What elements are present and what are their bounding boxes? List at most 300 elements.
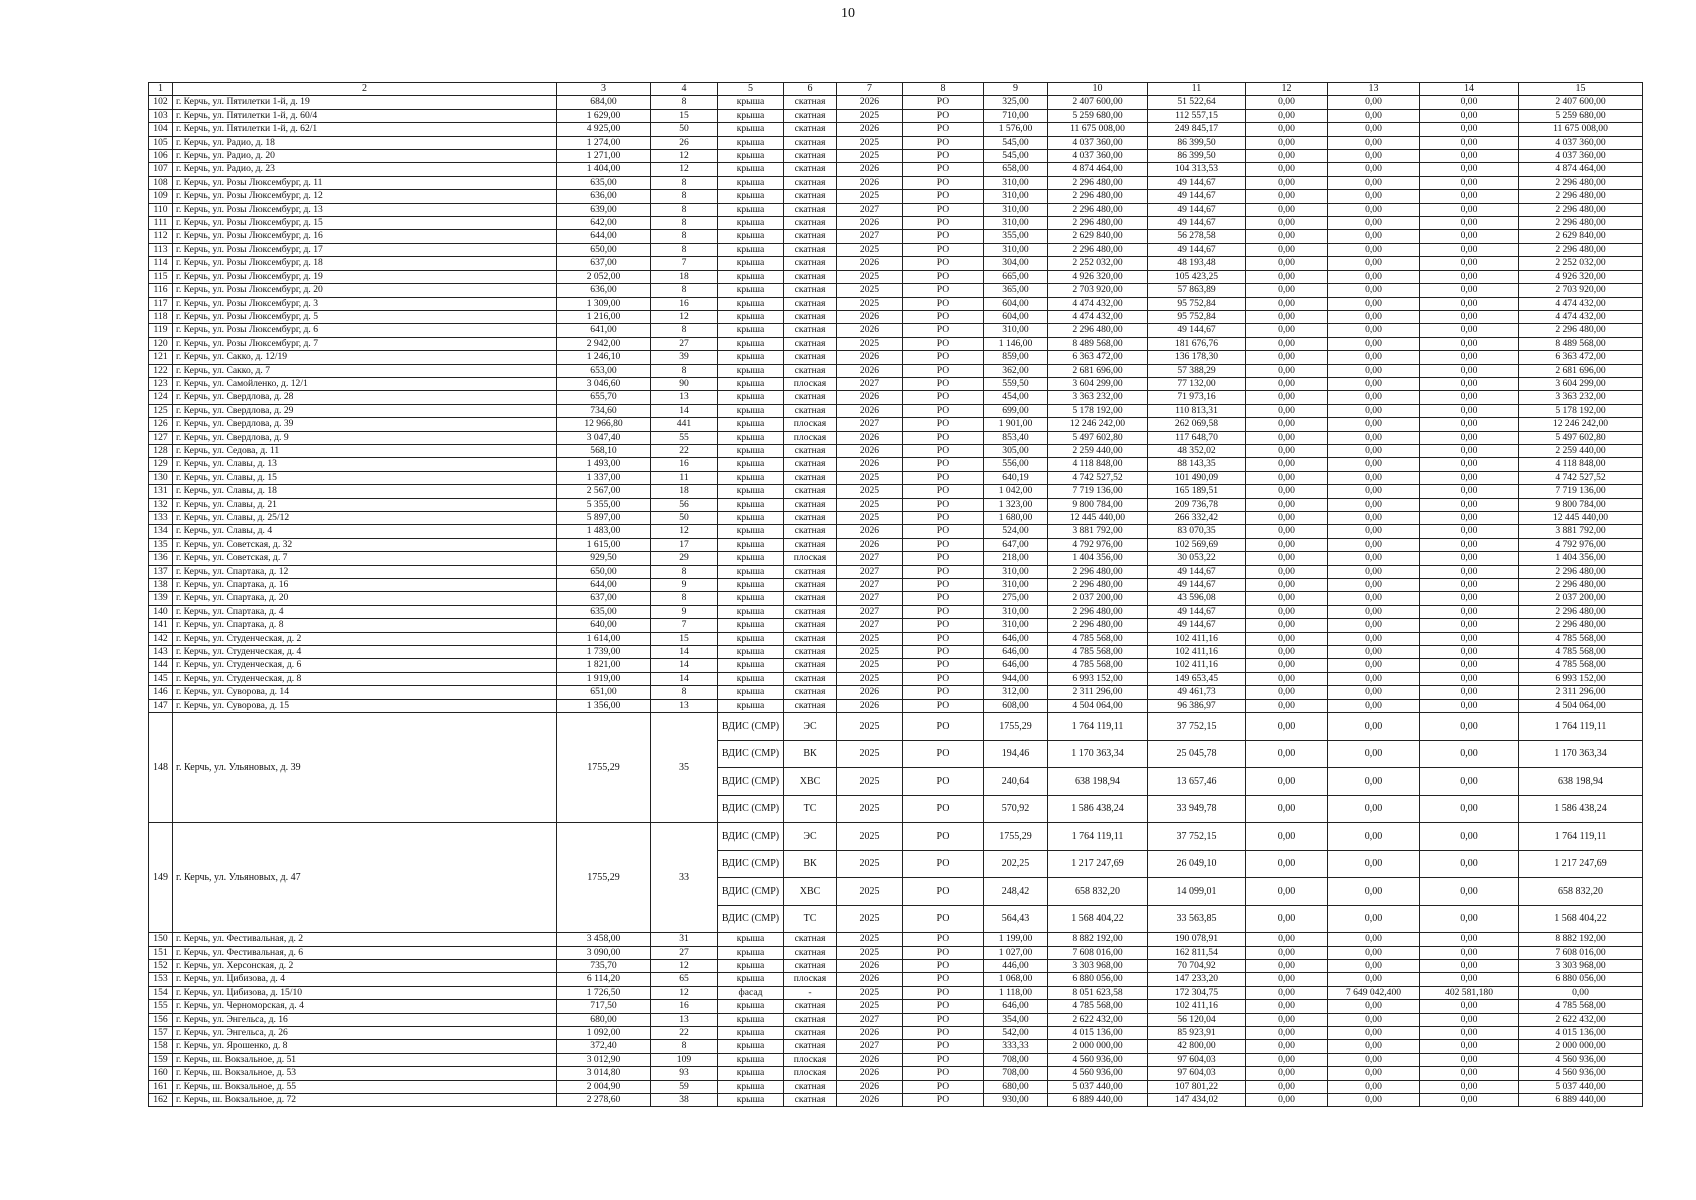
table-cell: 1 404,00 (557, 163, 651, 176)
table-cell: 117 (149, 297, 173, 310)
table-cell: 0,00 (1328, 632, 1420, 645)
table-cell: крыша (718, 444, 784, 457)
table-row (149, 377, 1643, 390)
table-cell: 0,00 (1420, 740, 1519, 768)
table-cell: 2027 (837, 619, 903, 632)
table-cell: крыша (718, 565, 784, 578)
table-cell: РО (903, 768, 984, 796)
table-cell: РО (903, 444, 984, 457)
table-cell: 18 (651, 485, 718, 498)
table-cell: скатная (784, 190, 837, 203)
table-cell: 124 (149, 391, 173, 404)
table-cell: 95 752,84 (1148, 297, 1246, 310)
table-cell: 106 (149, 150, 173, 163)
table-cell: ВДИС (СМР) (718, 823, 784, 851)
table-cell: 0,00 (1246, 257, 1328, 270)
table-cell: РО (903, 795, 984, 823)
table-cell: 8 (651, 230, 718, 243)
table-cell: 0,00 (1328, 1040, 1420, 1053)
table-cell: 0,00 (1420, 444, 1519, 457)
table-cell: 131 (149, 485, 173, 498)
table-cell: 49 144,67 (1148, 217, 1246, 230)
table-body (149, 83, 1643, 1107)
table-cell: 0,00 (1420, 933, 1519, 946)
column-number-header: 14 (1420, 83, 1519, 96)
table-cell: 0,00 (1246, 565, 1328, 578)
table-cell: 18 (651, 270, 718, 283)
table-cell: 8 (651, 96, 718, 109)
table-cell: скатная (784, 337, 837, 350)
table-cell: 0,00 (1246, 823, 1328, 851)
table-cell: 637,00 (557, 592, 651, 605)
table-cell: 2 296 480,00 (1519, 619, 1643, 632)
table-cell: 181 676,76 (1148, 337, 1246, 350)
table-cell: 0,00 (1420, 1067, 1519, 1080)
table-cell: 570,92 (984, 795, 1048, 823)
table-cell: 0,00 (1246, 740, 1328, 768)
table-row (149, 1080, 1643, 1093)
table-cell: 12 246 242,00 (1519, 418, 1643, 431)
table-cell: 0,00 (1246, 1067, 1328, 1080)
table-cell: 4 785 568,00 (1048, 1000, 1148, 1013)
column-number-header: 6 (784, 83, 837, 96)
table-cell: крыша (718, 1026, 784, 1039)
table-cell: скатная (784, 458, 837, 471)
table-cell: 0,00 (1328, 699, 1420, 712)
table-cell: 0,00 (1328, 592, 1420, 605)
table-cell: 2025 (837, 297, 903, 310)
table-cell: 2 703 920,00 (1048, 284, 1148, 297)
table-cell: 3 458,00 (557, 933, 651, 946)
table-row (149, 485, 1643, 498)
table-cell: 111 (149, 217, 173, 230)
table-cell: 4 785 568,00 (1048, 632, 1148, 645)
table-cell: 680,00 (984, 1080, 1048, 1093)
table-cell: 0,00 (1246, 1093, 1328, 1106)
column-number-header: 7 (837, 83, 903, 96)
table-row (149, 525, 1643, 538)
table-cell: 655,70 (557, 391, 651, 404)
table-cell: 12 (651, 525, 718, 538)
table-cell: 4 037 360,00 (1048, 150, 1148, 163)
table-cell: 0,00 (1420, 123, 1519, 136)
table-cell: 2 252 032,00 (1519, 257, 1643, 270)
table-cell: скатная (784, 123, 837, 136)
table-cell: РО (903, 1040, 984, 1053)
table-cell: РО (903, 351, 984, 364)
table-row (149, 190, 1643, 203)
table-cell: 2026 (837, 217, 903, 230)
table-cell: скатная (784, 512, 837, 525)
table-row (149, 1026, 1643, 1039)
table-cell: 3 046,60 (557, 377, 651, 390)
table-cell: РО (903, 740, 984, 768)
table-cell: 27 (651, 946, 718, 959)
table-cell: 0,00 (1246, 270, 1328, 283)
table-row (149, 217, 1643, 230)
table-cell: 4 926 320,00 (1048, 270, 1148, 283)
table-cell: 15 (651, 632, 718, 645)
table-row (149, 565, 1643, 578)
table-cell: 8 (651, 284, 718, 297)
column-number-header: 3 (557, 83, 651, 96)
table-cell: 0,00 (1328, 512, 1420, 525)
table-cell: 0,00 (1420, 324, 1519, 337)
table-cell: крыша (718, 284, 784, 297)
table-cell: 2025 (837, 905, 903, 933)
table-cell: 4 874 464,00 (1519, 163, 1643, 176)
table-cell: 0,00 (1246, 905, 1328, 933)
table-cell: крыша (718, 163, 784, 176)
table-cell: скатная (784, 391, 837, 404)
table-cell: скатная (784, 351, 837, 364)
table-cell: 1 576,00 (984, 123, 1048, 136)
table-cell: 2026 (837, 525, 903, 538)
table-cell: 2 052,00 (557, 270, 651, 283)
table-cell: 0,00 (1246, 672, 1328, 685)
table-cell: крыша (718, 605, 784, 618)
table-cell: 354,00 (984, 1013, 1048, 1026)
table-cell: скатная (784, 1080, 837, 1093)
table-cell: 642,00 (557, 217, 651, 230)
table-cell: 43 596,08 (1148, 592, 1246, 605)
address-cell: г. Керчь, ул. Славы, д. 13 (173, 458, 557, 471)
table-cell: ТС (784, 905, 837, 933)
table-cell: крыша (718, 150, 784, 163)
table-cell: 0,00 (1246, 699, 1328, 712)
table-cell: 12 445 440,00 (1048, 512, 1148, 525)
table-cell: крыша (718, 498, 784, 511)
table-cell: 2 296 480,00 (1048, 190, 1148, 203)
table-cell: крыша (718, 1000, 784, 1013)
table-cell: 0,00 (1246, 444, 1328, 457)
table-row (149, 552, 1643, 565)
table-cell: 0,00 (1328, 243, 1420, 256)
table-cell: 2025 (837, 933, 903, 946)
table-cell: 2 296 480,00 (1048, 579, 1148, 592)
table-cell: 0,00 (1328, 297, 1420, 310)
table-cell: 639,00 (557, 203, 651, 216)
table-cell: 0,00 (1420, 659, 1519, 672)
table-row (149, 310, 1643, 323)
table-cell: РО (903, 217, 984, 230)
table-cell: 0,00 (1420, 337, 1519, 350)
table-row-group (149, 713, 1643, 741)
table-cell: 0,00 (1420, 823, 1519, 851)
table-cell: 153 (149, 973, 173, 986)
table-cell: 0,00 (1328, 1067, 1420, 1080)
table-cell: 0,00 (1420, 377, 1519, 390)
table-cell: 14 099,01 (1148, 878, 1246, 906)
table-cell: 1 614,00 (557, 632, 651, 645)
table-cell: 0,00 (1246, 646, 1328, 659)
table-cell: 109 (149, 190, 173, 203)
table-cell: 2026 (837, 1026, 903, 1039)
table-cell: 0,00 (1246, 713, 1328, 741)
table-cell: 102 411,16 (1148, 646, 1246, 659)
table-cell: 2 296 480,00 (1519, 565, 1643, 578)
table-cell: крыша (718, 1040, 784, 1053)
table-row (149, 946, 1643, 959)
table-cell: 55 (651, 431, 718, 444)
table-cell: 8 (651, 203, 718, 216)
table-cell: 4 118 848,00 (1519, 458, 1643, 471)
table-cell: 2 296 480,00 (1048, 324, 1148, 337)
table-cell: 0,00 (1420, 1040, 1519, 1053)
table-cell: крыша (718, 431, 784, 444)
table-cell: 152 (149, 959, 173, 972)
table-row (149, 96, 1643, 109)
table-cell: 4 785 568,00 (1519, 632, 1643, 645)
table-cell: РО (903, 619, 984, 632)
table-cell: 0,00 (1328, 217, 1420, 230)
table-cell: 0,00 (1420, 632, 1519, 645)
table-cell: 0,00 (1328, 203, 1420, 216)
address-cell: г. Керчь, ул. Славы, д. 18 (173, 485, 557, 498)
table-cell: 446,00 (984, 959, 1048, 972)
table-cell: 49 144,67 (1148, 203, 1246, 216)
column-number-header: 12 (1246, 83, 1328, 96)
table-cell: 0,00 (1246, 310, 1328, 323)
address-cell: г. Керчь, ул. Славы, д. 21 (173, 498, 557, 511)
table-cell: РО (903, 632, 984, 645)
table-cell: РО (903, 933, 984, 946)
table-cell: 0,00 (1328, 579, 1420, 592)
table-cell: 142 (149, 632, 173, 645)
table-cell: РО (903, 823, 984, 851)
address-cell: г. Керчь, ул. Суворова, д. 14 (173, 686, 557, 699)
table-cell: 3 604 299,00 (1048, 377, 1148, 390)
table-cell: 1 586 438,24 (1048, 795, 1148, 823)
address-cell: г. Керчь, ул. Сакко, д. 7 (173, 364, 557, 377)
table-cell: 8 (651, 176, 718, 189)
table-cell: крыша (718, 933, 784, 946)
table-cell: скатная (784, 538, 837, 551)
table-cell: 0,00 (1328, 176, 1420, 189)
table-cell: крыша (718, 1067, 784, 1080)
table-cell: 0,00 (1328, 768, 1420, 796)
table-cell: 2026 (837, 1093, 903, 1106)
table-cell: РО (903, 672, 984, 685)
table-cell: 2026 (837, 686, 903, 699)
table-cell: 0,00 (1420, 795, 1519, 823)
table-cell: скатная (784, 217, 837, 230)
table-cell: 156 (149, 1013, 173, 1026)
table-cell: 12 (651, 959, 718, 972)
table-cell: 6 993 152,00 (1519, 672, 1643, 685)
table-cell: 0,00 (1246, 203, 1328, 216)
table-cell: 6 363 472,00 (1048, 351, 1148, 364)
address-cell: г. Керчь, ул. Ярошенко, д. 8 (173, 1040, 557, 1053)
table-row (149, 605, 1643, 618)
table-cell: 0,00 (1246, 552, 1328, 565)
table-cell: 4 785 568,00 (1048, 659, 1148, 672)
table-row (149, 672, 1643, 685)
table-cell: РО (903, 1026, 984, 1039)
address-cell: г. Керчь, ул. Розы Люксембург, д. 15 (173, 217, 557, 230)
table-cell: крыша (718, 946, 784, 959)
table-cell: 3 012,90 (557, 1053, 651, 1066)
table-cell: 1 764 119,11 (1519, 823, 1643, 851)
table-cell: 112 (149, 230, 173, 243)
table-row (149, 646, 1643, 659)
table-cell: крыша (718, 592, 784, 605)
table-cell: РО (903, 109, 984, 122)
table-cell: 0,00 (1420, 592, 1519, 605)
table-cell: 3 303 968,00 (1048, 959, 1148, 972)
table-cell: скатная (784, 176, 837, 189)
table-cell: 0,00 (1328, 946, 1420, 959)
address-cell: г. Керчь, ул. Радио, д. 18 (173, 136, 557, 149)
table-cell: ВДИС (СМР) (718, 795, 784, 823)
table-row (149, 1000, 1643, 1013)
table-row (149, 230, 1643, 243)
table-cell: РО (903, 431, 984, 444)
table-cell: 658,00 (984, 163, 1048, 176)
table-cell: 2 296 480,00 (1048, 605, 1148, 618)
table-cell: 2025 (837, 337, 903, 350)
table-cell: 2027 (837, 565, 903, 578)
table-cell: 70 704,92 (1148, 959, 1246, 972)
table-cell: 564,43 (984, 905, 1048, 933)
table-cell: 1 170 363,34 (1048, 740, 1148, 768)
address-cell: г. Керчь, ш. Вокзальное, д. 51 (173, 1053, 557, 1066)
table-cell: РО (903, 458, 984, 471)
table-cell: 310,00 (984, 217, 1048, 230)
table-cell: 0,00 (1246, 878, 1328, 906)
table-cell: 2 037 200,00 (1519, 592, 1643, 605)
table-cell: 16 (651, 1000, 718, 1013)
address-cell: г. Керчь, ул. Сакко, д. 12/19 (173, 351, 557, 364)
table-cell: 2025 (837, 713, 903, 741)
table-cell: 2 296 480,00 (1519, 203, 1643, 216)
table-cell: 0,00 (1328, 973, 1420, 986)
table-cell: 9 800 784,00 (1519, 498, 1643, 511)
table-cell: 218,00 (984, 552, 1048, 565)
table-cell: 172 304,75 (1148, 986, 1246, 999)
table-cell: 640,19 (984, 471, 1048, 484)
table-cell: 2026 (837, 973, 903, 986)
address-cell: г. Керчь, ул. Самойленко, д. 12/1 (173, 377, 557, 390)
table-cell: РО (903, 552, 984, 565)
table-cell: 0,00 (1246, 498, 1328, 511)
table-cell: 0,00 (1328, 324, 1420, 337)
table-cell: 8 (651, 565, 718, 578)
table-cell: 102 569,69 (1148, 538, 1246, 551)
table-cell: 0,00 (1420, 485, 1519, 498)
table-row (149, 1040, 1643, 1053)
table-cell: РО (903, 163, 984, 176)
table-cell: 0,00 (1246, 123, 1328, 136)
table-row (149, 1013, 1643, 1026)
table-cell: 0,00 (1328, 444, 1420, 457)
table-row (149, 699, 1643, 712)
table-cell: 0,00 (1420, 565, 1519, 578)
table-cell: 8 (651, 324, 718, 337)
table-cell: ЭС (784, 823, 837, 851)
table-row (149, 592, 1643, 605)
table-cell: 0,00 (1420, 512, 1519, 525)
table-cell: 8 882 192,00 (1519, 933, 1643, 946)
column-number-header: 13 (1328, 83, 1420, 96)
table-cell: 2026 (837, 699, 903, 712)
table-cell: крыша (718, 351, 784, 364)
table-row (149, 512, 1643, 525)
table-cell: 0,00 (1246, 973, 1328, 986)
address-cell: г. Керчь, ул. Седова, д. 11 (173, 444, 557, 457)
table-cell: 135 (149, 538, 173, 551)
table-cell: 0,00 (1246, 1053, 1328, 1066)
table-cell: скатная (784, 230, 837, 243)
table-cell: 0,00 (1246, 1000, 1328, 1013)
table-cell: 0,00 (1246, 512, 1328, 525)
table-cell: крыша (718, 686, 784, 699)
table-cell: скатная (784, 284, 837, 297)
table-cell: 0,00 (1246, 431, 1328, 444)
table-cell: 133 (149, 512, 173, 525)
table-cell: крыша (718, 1080, 784, 1093)
address-cell: г. Керчь, ул. Фестивальная, д. 6 (173, 946, 557, 959)
table-cell: 137 (149, 565, 173, 578)
table-cell: крыша (718, 270, 784, 283)
table-row (149, 284, 1643, 297)
table-cell: скатная (784, 203, 837, 216)
table-cell: 853,40 (984, 431, 1048, 444)
table-cell: РО (903, 878, 984, 906)
table-cell: 684,00 (557, 96, 651, 109)
table-cell: 708,00 (984, 1053, 1048, 1066)
table-cell: 0,00 (1246, 686, 1328, 699)
table-cell: 0,00 (1420, 1053, 1519, 1066)
table-cell: 7 649 042,400 (1328, 986, 1420, 999)
table-cell: 2027 (837, 230, 903, 243)
table-cell: 0,00 (1328, 377, 1420, 390)
address-cell: г. Керчь, ул. Пятилетки 1-й, д. 62/1 (173, 123, 557, 136)
table-cell: 4 785 568,00 (1519, 1000, 1643, 1013)
table-cell: крыша (718, 337, 784, 350)
table-row (149, 1053, 1643, 1066)
table-cell: 1 337,00 (557, 471, 651, 484)
address-cell: г. Керчь, ул. Черноморская, д. 4 (173, 1000, 557, 1013)
table-cell: 0,00 (1420, 109, 1519, 122)
table-cell: 646,00 (984, 632, 1048, 645)
table-cell: 0,00 (1519, 986, 1643, 999)
table-cell: 0,00 (1420, 1026, 1519, 1039)
table-cell: 1 118,00 (984, 986, 1048, 999)
table-cell: 5 178 192,00 (1519, 404, 1643, 417)
table-cell: 1 568 404,22 (1048, 905, 1148, 933)
table-cell: РО (903, 659, 984, 672)
table-cell: 97 604,03 (1148, 1053, 1246, 1066)
table-row (149, 337, 1643, 350)
table-cell: 2 629 840,00 (1048, 230, 1148, 243)
table-cell: крыша (718, 310, 784, 323)
table-cell: 651,00 (557, 686, 651, 699)
table-cell: 0,00 (1420, 905, 1519, 933)
table-cell: 2 407 600,00 (1519, 96, 1643, 109)
table-cell: 0,00 (1420, 243, 1519, 256)
table-cell: 0,00 (1328, 552, 1420, 565)
table-cell: 310,00 (984, 619, 1048, 632)
table-cell: 2 622 432,00 (1519, 1013, 1643, 1026)
table-cell: крыша (718, 659, 784, 672)
table-cell: 441 (651, 418, 718, 431)
table-cell: 158 (149, 1040, 173, 1053)
table-cell: 125 (149, 404, 173, 417)
table-cell: 0,00 (1420, 431, 1519, 444)
address-cell: г. Керчь, ш. Вокзальное, д. 55 (173, 1080, 557, 1093)
table-cell: 1 246,10 (557, 351, 651, 364)
